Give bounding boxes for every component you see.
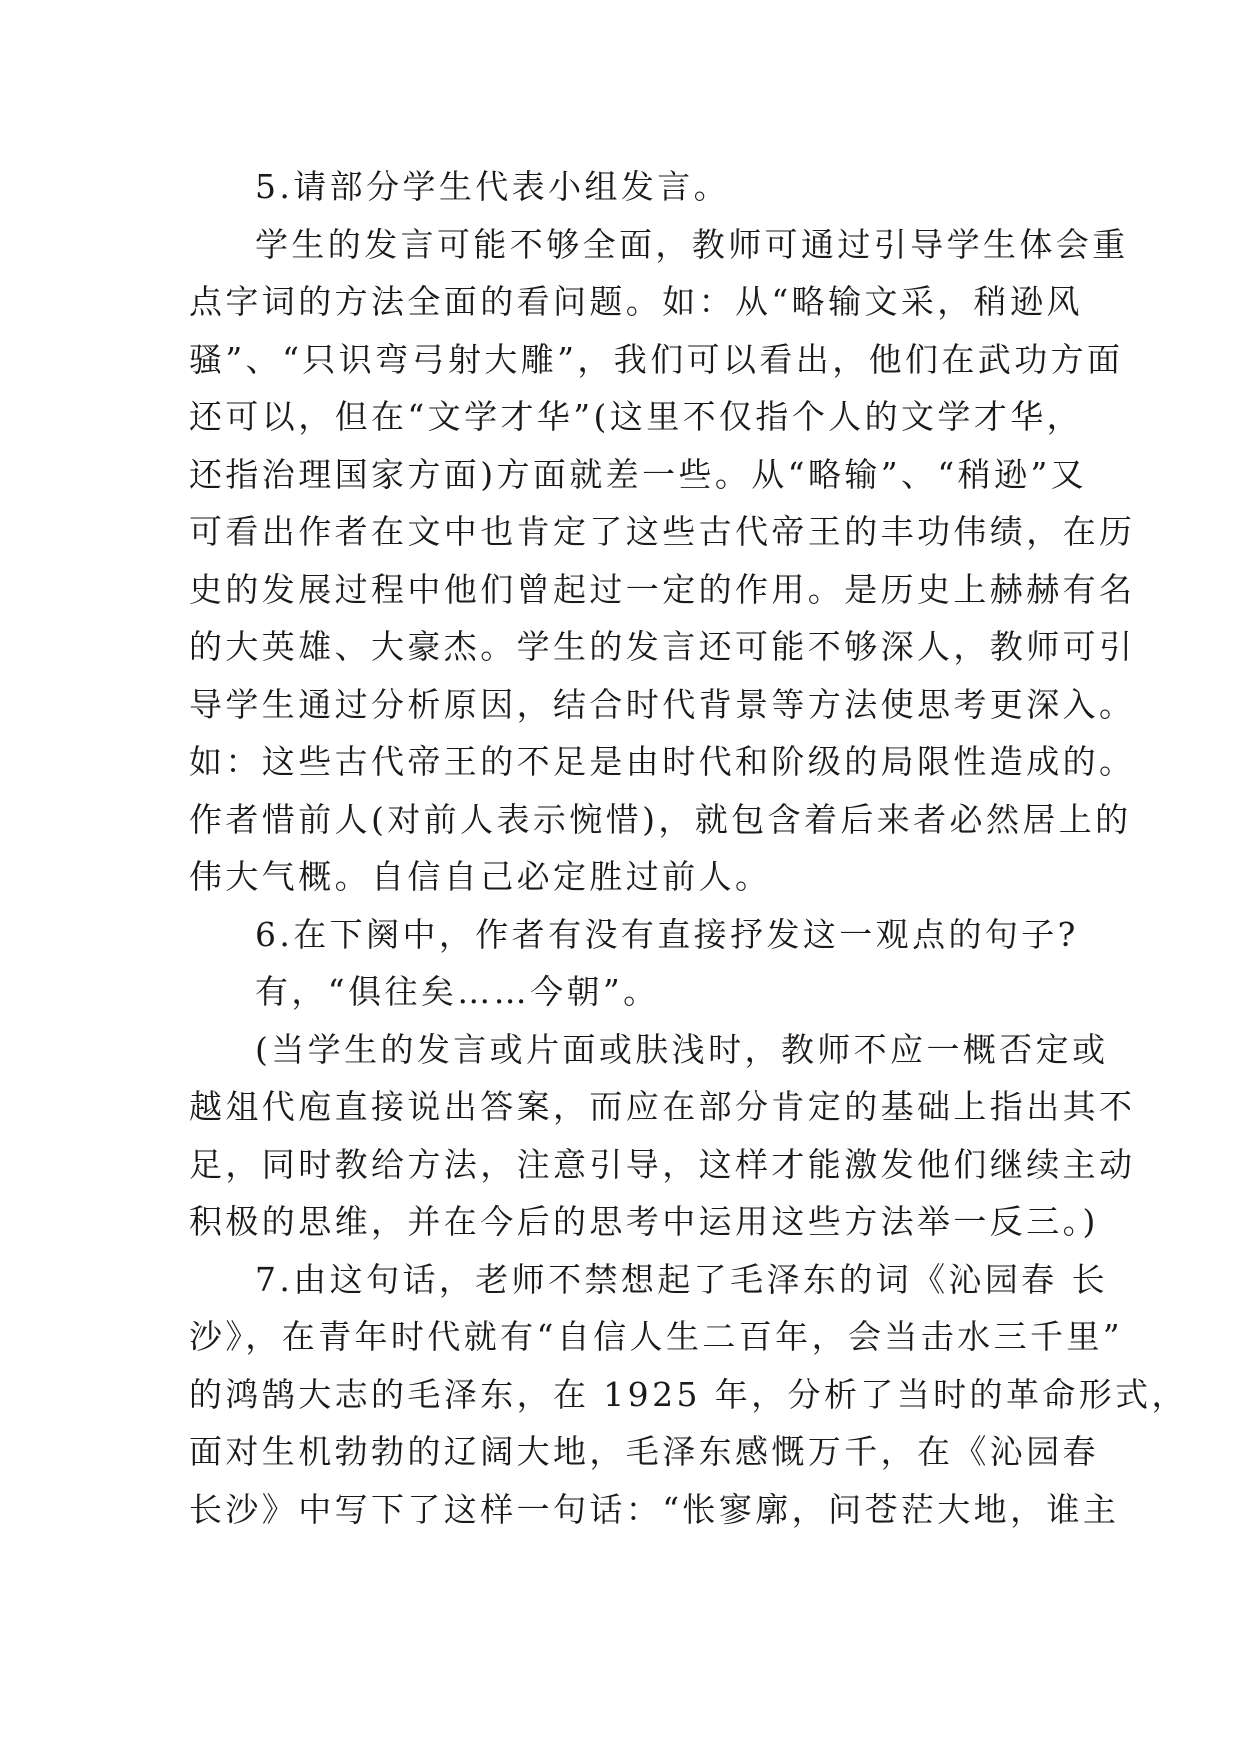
text-line: 积极的思维，并在今后的思考中运用这些方法举一反三。) [189,1202,1099,1241]
text-line: 学生的发言可能不够全面，教师可通过引导学生体会重 [255,224,1129,264]
text-line: 7.由这句话，老师不禁想起了毛泽东的词《沁园春 长 [255,1259,1108,1299]
text-line: 导学生通过分析原因，结合时代背景等方法使思考更深入。 [189,684,1136,724]
text-line: 越俎代庖直接说出答案，而应在部分肯定的基础上指出其不 [189,1087,1136,1126]
text-line: 还可以，但在“文学才华”(这里不仅指个人的文学才华， [189,397,1084,436]
text-line: 作者惜前人(对前人表示惋惜)，就包含着后来者必然居上的 [189,799,1132,839]
text-line: 的大英雄、大豪杰。学生的发言还可能不够深人，教师可引 [189,627,1136,666]
text-line: 6.在下阕中，作者有没有直接抒发这一观点的句子? [255,914,1079,954]
text-line: 面对生机勃勃的辽阔大地，毛泽东感慨万千，在《沁园春 [189,1432,1099,1471]
text-line: 骚”、“只识弯弓射大雕”，我们可以看出，他们在武功方面 [189,339,1124,379]
text-line: 还指治理国家方面)方面就差一些。从“略输”、“稍逊”又 [189,454,1088,494]
text-line: 伟大气概。自信自己必定胜过前人。 [189,857,772,896]
document-body [189,158,1188,1538]
text-line: 如：这些古代帝王的不足是由时代和阶级的局限性造成的。 [189,742,1136,781]
text-line: 沙》，在青年时代就有“自信人生二百年，会当击水三千里” [189,1317,1124,1356]
text-line: 史的发展过程中他们曾起过一定的作用。是历史上赫赫有名 [189,569,1136,609]
text-line: 有，“俱往矣……今朝”。 [255,972,660,1011]
text-line: 5.请部分学生代表小组发言。 [255,167,731,206]
text-line: (当学生的发言或片面或肤浅时，教师不应一概否定或 [255,1029,1109,1069]
text-line: 可看出作者在文中也肯定了这些古代帝王的丰功伟绩，在历 [189,512,1136,551]
text-line: 点字词的方法全面的看问题。如：从“略输文采，稍逊风 [189,282,1083,321]
text-line: 足，同时教给方法，注意引导，这样才能激发他们继续主动 [189,1144,1136,1184]
text-line: 的鸿鹄大志的毛泽东，在 1925 年，分析了当时的革命形式， [189,1374,1188,1414]
text-line: 长沙》中写下了这样一句话：“怅寥廓，问苍茫大地，谁主 [189,1489,1120,1529]
